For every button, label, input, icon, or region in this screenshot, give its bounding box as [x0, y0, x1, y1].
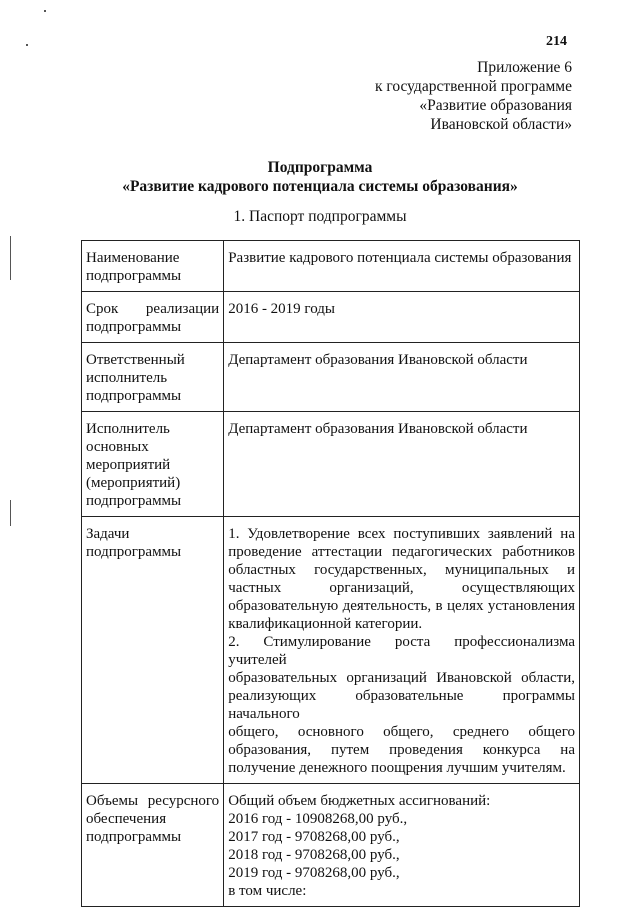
value-line: 2017 год - 9708268,00 руб.,: [228, 829, 400, 845]
row-label: [82, 292, 224, 343]
table-row: [82, 292, 580, 343]
value-line: 2018 год - 9708268,00 руб.,: [228, 847, 400, 863]
value-line: Развитие кадрового потенциала системы образования: [228, 250, 572, 266]
label-line: мероприятий: [86, 457, 171, 473]
value-line: 2016 - 2019 годы: [228, 301, 335, 317]
value-line: Департамент образования Ивановской области: [228, 421, 528, 437]
table-row: [82, 343, 580, 412]
row-value: [224, 784, 580, 907]
label-line: подпрограммы: [86, 829, 182, 845]
value-line: Общий объем бюджетных ассигнований:: [228, 793, 491, 809]
subprogram-title: [0, 158, 640, 196]
appendix-line: «Развитие образования: [419, 97, 572, 114]
value-line: 1. Удовлетворение всех поступивших заявлений на: [228, 526, 575, 542]
scan-mark: [10, 500, 11, 526]
value-line: в том числе:: [228, 883, 307, 899]
scan-mark: [26, 44, 28, 46]
table-row: [82, 412, 580, 517]
value-line: реализующих образовательные программы начального: [228, 688, 575, 722]
row-value: [224, 343, 580, 412]
label-line: Объемы ресурсного: [86, 793, 220, 809]
table-row: [82, 784, 580, 907]
value-line: 2. Стимулирование роста профессионализма учителей: [228, 634, 575, 668]
value-line: 2016 год - 10908268,00 руб.,: [228, 811, 408, 827]
label-line: (мероприятий): [86, 475, 181, 491]
label-line: подпрограммы: [86, 319, 182, 335]
appendix-line: к государственной программе: [374, 78, 572, 95]
value-line: частных организаций, осуществляющих: [228, 580, 575, 596]
passport-table: [81, 240, 580, 907]
row-label: [82, 784, 224, 907]
value-line: проведение аттестации педагогических работников: [228, 544, 575, 560]
page-number: 214: [546, 34, 567, 49]
row-value: [224, 241, 580, 292]
label-line: Срок реализации: [86, 301, 220, 317]
label-line: основных: [86, 439, 149, 455]
label-line: Наименование: [86, 250, 180, 266]
row-label: [82, 412, 224, 517]
label-line: Ответственный: [86, 352, 185, 368]
section-title: 1. Паспорт подпрограммы: [233, 208, 407, 225]
row-label: [82, 343, 224, 412]
label-line: исполнитель: [86, 370, 168, 386]
label-line: Исполнитель: [86, 421, 170, 437]
table-row: [82, 241, 580, 292]
appendix-line: Приложение 6: [477, 59, 572, 76]
value-line: областных государственных, муниципальных и: [228, 562, 575, 578]
label-line: обеспечения: [86, 811, 167, 827]
subprogram-heading: Подпрограмма: [267, 159, 373, 176]
label-line: подпрограммы: [86, 493, 182, 509]
value-line: общего, основного общего, среднего общего: [228, 724, 575, 740]
appendix-header: [375, 58, 572, 134]
row-value: [224, 292, 580, 343]
appendix-line: Ивановской области»: [430, 116, 572, 133]
value-line: получение денежного поощрения лучшим учителям.: [228, 760, 566, 776]
label-line: подпрограммы: [86, 544, 182, 560]
row-value: [224, 412, 580, 517]
scan-mark: [44, 10, 46, 12]
row-label: [82, 517, 224, 784]
label-line: подпрограммы: [86, 388, 182, 404]
table-row: [82, 517, 580, 784]
row-value: [224, 517, 580, 784]
label-line: Задачи: [86, 526, 130, 542]
value-line: Департамент образования Ивановской области: [228, 352, 528, 368]
value-line: образовательных организаций Ивановской области,: [228, 670, 575, 686]
row-label: [82, 241, 224, 292]
label-line: подпрограммы: [86, 268, 182, 284]
value-line: квалификационной категории.: [228, 616, 423, 632]
subprogram-name: «Развитие кадрового потенциала системы образования»: [122, 178, 518, 195]
value-line: образовательную деятельность, в целях установления: [228, 598, 575, 614]
value-line: 2019 год - 9708268,00 руб.,: [228, 865, 400, 881]
scan-mark: [10, 236, 11, 280]
value-line: образования, путем проведения конкурса на: [228, 742, 575, 758]
